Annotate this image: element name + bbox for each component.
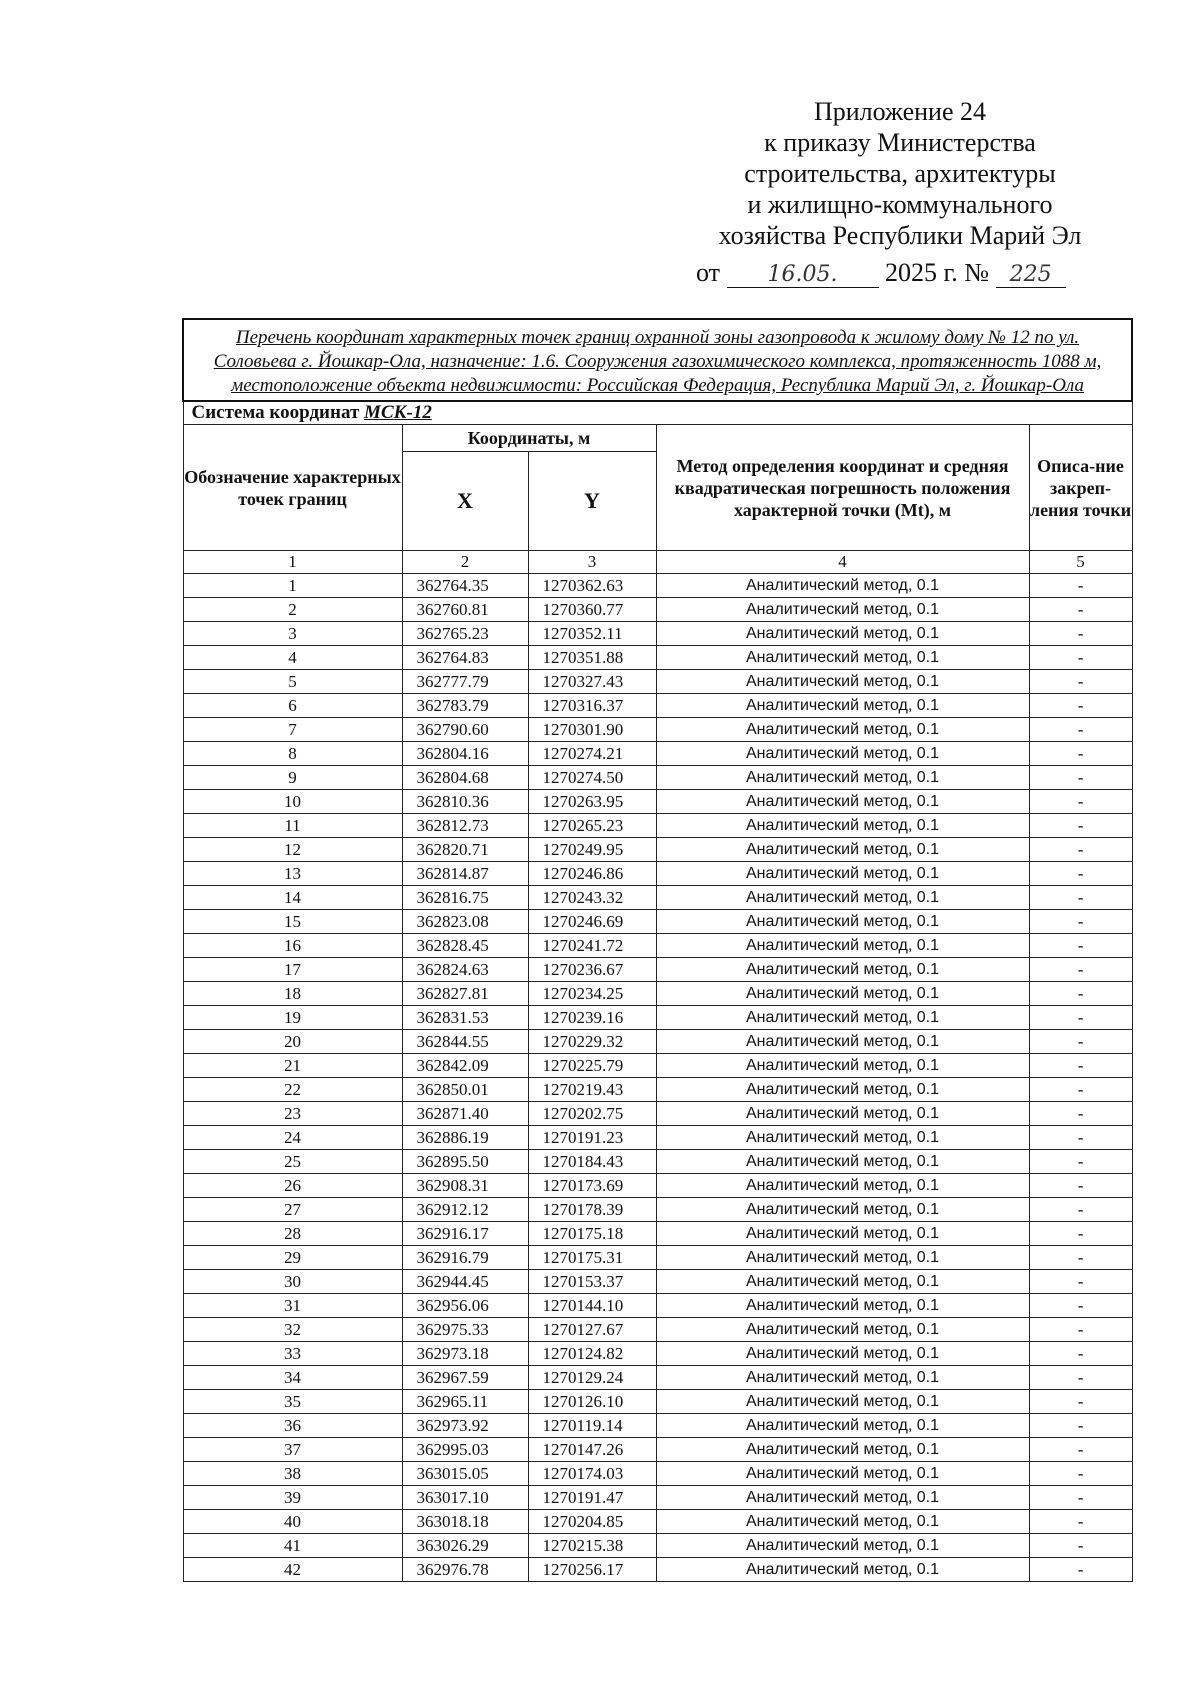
cell-x: 362764.35 xyxy=(402,574,528,598)
cell-x: 363017.10 xyxy=(402,1486,528,1510)
cell-y: 1270246.86 xyxy=(528,862,656,886)
cell-description: - xyxy=(1029,1366,1132,1390)
cell-x: 362886.19 xyxy=(402,1126,528,1150)
cell-method: Аналитический метод, 0.1 xyxy=(656,1102,1029,1126)
cell-point-number: 21 xyxy=(183,1054,402,1078)
cell-x: 362814.87 xyxy=(402,862,528,886)
table-row xyxy=(183,1006,1132,1030)
cell-method: Аналитический метод, 0.1 xyxy=(656,1294,1029,1318)
cell-point-number: 7 xyxy=(183,718,402,742)
table-row xyxy=(183,1462,1132,1486)
cell-method: Аналитический метод, 0.1 xyxy=(656,574,1029,598)
cell-point-number: 26 xyxy=(183,1174,402,1198)
cell-y: 1270351.88 xyxy=(528,646,656,670)
cell-x: 362956.06 xyxy=(402,1294,528,1318)
table-row xyxy=(183,1246,1132,1270)
cell-method: Аналитический метод, 0.1 xyxy=(656,838,1029,862)
cell-point-number: 17 xyxy=(183,958,402,982)
cell-method: Аналитический метод, 0.1 xyxy=(656,1078,1029,1102)
cell-method: Аналитический метод, 0.1 xyxy=(656,1222,1029,1246)
cell-x: 362973.18 xyxy=(402,1342,528,1366)
column-number: 4 xyxy=(656,551,1029,574)
cell-x: 362916.17 xyxy=(402,1222,528,1246)
cell-point-number: 23 xyxy=(183,1102,402,1126)
cell-point-number: 40 xyxy=(183,1510,402,1534)
table-row xyxy=(183,862,1132,886)
appendix-header xyxy=(700,96,1100,251)
cell-x: 362975.33 xyxy=(402,1318,528,1342)
cell-point-number: 38 xyxy=(183,1462,402,1486)
cell-method: Аналитический метод, 0.1 xyxy=(656,910,1029,934)
cell-y: 1270119.14 xyxy=(528,1414,656,1438)
table-row xyxy=(183,982,1132,1006)
cell-method: Аналитический метод, 0.1 xyxy=(656,670,1029,694)
cell-y: 1270215.38 xyxy=(528,1534,656,1558)
cell-x: 362765.23 xyxy=(402,622,528,646)
cell-y: 1270204.85 xyxy=(528,1510,656,1534)
system-label: Система координат xyxy=(191,402,360,423)
cell-method: Аналитический метод, 0.1 xyxy=(656,1198,1029,1222)
date-prefix: от xyxy=(696,258,721,287)
table-row xyxy=(183,790,1132,814)
cell-description: - xyxy=(1029,862,1132,886)
cell-y: 1270225.79 xyxy=(528,1054,656,1078)
cell-method: Аналитический метод, 0.1 xyxy=(656,1366,1029,1390)
cell-point-number: 24 xyxy=(183,1126,402,1150)
column-number: 5 xyxy=(1029,551,1132,574)
cell-x: 362828.45 xyxy=(402,934,528,958)
cell-description: - xyxy=(1029,694,1132,718)
cell-description: - xyxy=(1029,934,1132,958)
cell-x: 362965.11 xyxy=(402,1390,528,1414)
cell-y: 1270175.18 xyxy=(528,1222,656,1246)
cell-description: - xyxy=(1029,1102,1132,1126)
cell-x: 362850.01 xyxy=(402,1078,528,1102)
cell-y: 1270256.17 xyxy=(528,1558,656,1582)
table-row xyxy=(183,1270,1132,1294)
cell-method: Аналитический метод, 0.1 xyxy=(656,934,1029,958)
table-row xyxy=(183,1102,1132,1126)
table-row xyxy=(183,1318,1132,1342)
cell-point-number: 42 xyxy=(183,1558,402,1582)
cell-point-number: 36 xyxy=(183,1414,402,1438)
cell-y: 1270229.32 xyxy=(528,1030,656,1054)
table-row xyxy=(183,742,1132,766)
cell-point-number: 25 xyxy=(183,1150,402,1174)
cell-method: Аналитический метод, 0.1 xyxy=(656,1030,1029,1054)
col-header-x: X xyxy=(402,452,528,551)
cell-description: - xyxy=(1029,1006,1132,1030)
table-row xyxy=(183,1366,1132,1390)
table-row xyxy=(183,694,1132,718)
system-value: МСК-12 xyxy=(364,402,432,423)
cell-description: - xyxy=(1029,1414,1132,1438)
cell-description: - xyxy=(1029,1270,1132,1294)
cell-y: 1270144.10 xyxy=(528,1294,656,1318)
cell-method: Аналитический метод, 0.1 xyxy=(656,1126,1029,1150)
cell-description: - xyxy=(1029,838,1132,862)
cell-method: Аналитический метод, 0.1 xyxy=(656,1246,1029,1270)
cell-method: Аналитический метод, 0.1 xyxy=(656,982,1029,1006)
cell-description: - xyxy=(1029,718,1132,742)
cell-description: - xyxy=(1029,646,1132,670)
cell-point-number: 29 xyxy=(183,1246,402,1270)
cell-description: - xyxy=(1029,1126,1132,1150)
cell-method: Аналитический метод, 0.1 xyxy=(656,598,1029,622)
cell-point-number: 10 xyxy=(183,790,402,814)
cell-y: 1270360.77 xyxy=(528,598,656,622)
cell-x: 363018.18 xyxy=(402,1510,528,1534)
column-numbers-row xyxy=(183,551,1132,574)
cell-y: 1270352.11 xyxy=(528,622,656,646)
cell-point-number: 33 xyxy=(183,1342,402,1366)
cell-y: 1270178.39 xyxy=(528,1198,656,1222)
table-row xyxy=(183,1390,1132,1414)
cell-x: 362831.53 xyxy=(402,1006,528,1030)
cell-description: - xyxy=(1029,1294,1132,1318)
header-line: к приказу Министерства xyxy=(764,128,1036,157)
cell-point-number: 41 xyxy=(183,1534,402,1558)
cell-x: 362967.59 xyxy=(402,1366,528,1390)
cell-x: 362804.16 xyxy=(402,742,528,766)
cell-y: 1270265.23 xyxy=(528,814,656,838)
cell-x: 362783.79 xyxy=(402,694,528,718)
cell-description: - xyxy=(1029,1318,1132,1342)
cell-description: - xyxy=(1029,1222,1132,1246)
col-header-y: Y xyxy=(528,452,656,551)
table-row xyxy=(183,934,1132,958)
cell-description: - xyxy=(1029,742,1132,766)
table-row xyxy=(183,1294,1132,1318)
cell-method: Аналитический метод, 0.1 xyxy=(656,622,1029,646)
cell-x: 362804.68 xyxy=(402,766,528,790)
column-number: 3 xyxy=(528,551,656,574)
table-row xyxy=(183,766,1132,790)
cell-point-number: 11 xyxy=(183,814,402,838)
cell-point-number: 20 xyxy=(183,1030,402,1054)
cell-description: - xyxy=(1029,1342,1132,1366)
cell-x: 362820.71 xyxy=(402,838,528,862)
cell-point-number: 28 xyxy=(183,1222,402,1246)
cell-method: Аналитический метод, 0.1 xyxy=(656,1414,1029,1438)
order-number-handwritten: 225 xyxy=(996,262,1066,288)
table-row xyxy=(183,1222,1132,1246)
cell-method: Аналитический метод, 0.1 xyxy=(656,958,1029,982)
table-row xyxy=(183,1438,1132,1462)
cell-point-number: 27 xyxy=(183,1198,402,1222)
cell-x: 362871.40 xyxy=(402,1102,528,1126)
coordinates-table xyxy=(182,318,1133,1582)
cell-x: 362777.79 xyxy=(402,670,528,694)
table-row xyxy=(183,574,1132,598)
table-row xyxy=(183,1486,1132,1510)
cell-description: - xyxy=(1029,766,1132,790)
cell-method: Аналитический метод, 0.1 xyxy=(656,1318,1029,1342)
header-line: и жилищно-коммунального xyxy=(747,190,1053,219)
cell-description: - xyxy=(1029,1174,1132,1198)
table-row xyxy=(183,958,1132,982)
cell-point-number: 13 xyxy=(183,862,402,886)
table-row xyxy=(183,1510,1132,1534)
cell-x: 362912.12 xyxy=(402,1198,528,1222)
table-title: Перечень координат характерных точек границ охранной зоны газопровода к жилому дому № 12 по ул. Соловьева г. Йошкар-Ола, назначение: 1.6. Сооружения газохимического комплекса, протяженность 1088 м, местоположение объекта недвижимости: Российская Федерация, Республика Марий Эл, г. Йошкар-Ола xyxy=(183,319,1132,401)
cell-y: 1270124.82 xyxy=(528,1342,656,1366)
col-header-designation: Обозначение характерных точек границ xyxy=(183,425,402,551)
coordinate-system-row xyxy=(183,401,1132,425)
cell-y: 1270301.90 xyxy=(528,718,656,742)
cell-method: Аналитический метод, 0.1 xyxy=(656,718,1029,742)
cell-x: 362810.36 xyxy=(402,790,528,814)
cell-y: 1270175.31 xyxy=(528,1246,656,1270)
cell-point-number: 6 xyxy=(183,694,402,718)
table-row xyxy=(183,1150,1132,1174)
cell-y: 1270236.67 xyxy=(528,958,656,982)
table-row xyxy=(183,838,1132,862)
cell-x: 362895.50 xyxy=(402,1150,528,1174)
cell-method: Аналитический метод, 0.1 xyxy=(656,1390,1029,1414)
cell-x: 362844.55 xyxy=(402,1030,528,1054)
cell-y: 1270202.75 xyxy=(528,1102,656,1126)
cell-point-number: 30 xyxy=(183,1270,402,1294)
table-row xyxy=(183,1414,1132,1438)
table-row xyxy=(183,1342,1132,1366)
cell-point-number: 9 xyxy=(183,766,402,790)
cell-x: 362908.31 xyxy=(402,1174,528,1198)
cell-description: - xyxy=(1029,814,1132,838)
table-row xyxy=(183,598,1132,622)
cell-y: 1270327.43 xyxy=(528,670,656,694)
table-row xyxy=(183,670,1132,694)
cell-point-number: 35 xyxy=(183,1390,402,1414)
cell-y: 1270274.50 xyxy=(528,766,656,790)
table-row xyxy=(183,1174,1132,1198)
cell-y: 1270126.10 xyxy=(528,1390,656,1414)
table-row xyxy=(183,718,1132,742)
cell-method: Аналитический метод, 0.1 xyxy=(656,742,1029,766)
cell-x: 362816.75 xyxy=(402,886,528,910)
cell-method: Аналитический метод, 0.1 xyxy=(656,1054,1029,1078)
table-row xyxy=(183,1198,1132,1222)
cell-point-number: 1 xyxy=(183,574,402,598)
date-handwritten: 16.05. xyxy=(727,262,879,288)
header-line: хозяйства Республики Марий Эл xyxy=(718,221,1082,250)
col-header-coordinates: Координаты, м xyxy=(402,425,656,452)
cell-method: Аналитический метод, 0.1 xyxy=(656,1486,1029,1510)
cell-description: - xyxy=(1029,1558,1132,1582)
cell-method: Аналитический метод, 0.1 xyxy=(656,694,1029,718)
cell-method: Аналитический метод, 0.1 xyxy=(656,790,1029,814)
cell-method: Аналитический метод, 0.1 xyxy=(656,862,1029,886)
cell-y: 1270274.21 xyxy=(528,742,656,766)
cell-method: Аналитический метод, 0.1 xyxy=(656,646,1029,670)
cell-method: Аналитический метод, 0.1 xyxy=(656,1534,1029,1558)
cell-x: 362916.79 xyxy=(402,1246,528,1270)
cell-point-number: 5 xyxy=(183,670,402,694)
cell-y: 1270153.37 xyxy=(528,1270,656,1294)
cell-description: - xyxy=(1029,1198,1132,1222)
cell-method: Аналитический метод, 0.1 xyxy=(656,1462,1029,1486)
cell-description: - xyxy=(1029,622,1132,646)
cell-method: Аналитический метод, 0.1 xyxy=(656,886,1029,910)
cell-point-number: 31 xyxy=(183,1294,402,1318)
table-row xyxy=(183,1078,1132,1102)
cell-y: 1270191.47 xyxy=(528,1486,656,1510)
cell-y: 1270316.37 xyxy=(528,694,656,718)
header-line: строительства, архитектуры xyxy=(744,159,1056,188)
table-row xyxy=(183,1126,1132,1150)
cell-description: - xyxy=(1029,958,1132,982)
cell-description: - xyxy=(1029,886,1132,910)
cell-y: 1270173.69 xyxy=(528,1174,656,1198)
cell-point-number: 14 xyxy=(183,886,402,910)
cell-description: - xyxy=(1029,982,1132,1006)
cell-point-number: 3 xyxy=(183,622,402,646)
cell-description: - xyxy=(1029,574,1132,598)
order-date-line xyxy=(696,258,1066,288)
cell-y: 1270129.24 xyxy=(528,1366,656,1390)
cell-y: 1270147.26 xyxy=(528,1438,656,1462)
cell-point-number: 15 xyxy=(183,910,402,934)
year-text: 2025 г. № xyxy=(885,258,990,287)
cell-x: 363015.05 xyxy=(402,1462,528,1486)
cell-y: 1270362.63 xyxy=(528,574,656,598)
cell-x: 362973.92 xyxy=(402,1414,528,1438)
cell-point-number: 37 xyxy=(183,1438,402,1462)
header-line: Приложение 24 xyxy=(813,97,987,126)
cell-x: 362976.78 xyxy=(402,1558,528,1582)
cell-point-number: 2 xyxy=(183,598,402,622)
cell-method: Аналитический метод, 0.1 xyxy=(656,814,1029,838)
cell-point-number: 12 xyxy=(183,838,402,862)
cell-description: - xyxy=(1029,598,1132,622)
cell-x: 362823.08 xyxy=(402,910,528,934)
cell-description: - xyxy=(1029,790,1132,814)
cell-description: - xyxy=(1029,1486,1132,1510)
cell-description: - xyxy=(1029,1438,1132,1462)
cell-point-number: 8 xyxy=(183,742,402,766)
cell-point-number: 16 xyxy=(183,934,402,958)
cell-x: 362790.60 xyxy=(402,718,528,742)
cell-method: Аналитический метод, 0.1 xyxy=(656,1510,1029,1534)
cell-x: 362764.83 xyxy=(402,646,528,670)
table-row xyxy=(183,622,1132,646)
cell-y: 1270127.67 xyxy=(528,1318,656,1342)
cell-description: - xyxy=(1029,1462,1132,1486)
cell-y: 1270263.95 xyxy=(528,790,656,814)
table-row xyxy=(183,910,1132,934)
cell-description: - xyxy=(1029,1030,1132,1054)
cell-description: - xyxy=(1029,670,1132,694)
cell-method: Аналитический метод, 0.1 xyxy=(656,1342,1029,1366)
table-row xyxy=(183,1534,1132,1558)
cell-description: - xyxy=(1029,1510,1132,1534)
cell-description: - xyxy=(1029,1534,1132,1558)
table-row xyxy=(183,886,1132,910)
cell-method: Аналитический метод, 0.1 xyxy=(656,1270,1029,1294)
col-header-description: Описа-ние закреп-ления точки xyxy=(1029,425,1132,551)
cell-x: 362812.73 xyxy=(402,814,528,838)
cell-description: - xyxy=(1029,1246,1132,1270)
cell-point-number: 39 xyxy=(183,1486,402,1510)
table-row xyxy=(183,1030,1132,1054)
column-number: 1 xyxy=(183,551,402,574)
cell-description: - xyxy=(1029,1150,1132,1174)
cell-description: - xyxy=(1029,1390,1132,1414)
table-row xyxy=(183,1054,1132,1078)
cell-method: Аналитический метод, 0.1 xyxy=(656,766,1029,790)
cell-description: - xyxy=(1029,1054,1132,1078)
cell-x: 362760.81 xyxy=(402,598,528,622)
col-header-method: Метод определения координат и средняя квадратическая погрешность положения характерной точки (Mt), м xyxy=(656,425,1029,551)
cell-y: 1270219.43 xyxy=(528,1078,656,1102)
cell-description: - xyxy=(1029,910,1132,934)
cell-y: 1270174.03 xyxy=(528,1462,656,1486)
cell-x: 362827.81 xyxy=(402,982,528,1006)
cell-y: 1270234.25 xyxy=(528,982,656,1006)
column-number: 2 xyxy=(402,551,528,574)
cell-method: Аналитический метод, 0.1 xyxy=(656,1150,1029,1174)
cell-description: - xyxy=(1029,1078,1132,1102)
table-row xyxy=(183,1558,1132,1582)
cell-y: 1270246.69 xyxy=(528,910,656,934)
cell-point-number: 4 xyxy=(183,646,402,670)
cell-point-number: 18 xyxy=(183,982,402,1006)
cell-y: 1270184.43 xyxy=(528,1150,656,1174)
cell-y: 1270243.32 xyxy=(528,886,656,910)
cell-x: 362824.63 xyxy=(402,958,528,982)
cell-point-number: 34 xyxy=(183,1366,402,1390)
cell-point-number: 32 xyxy=(183,1318,402,1342)
cell-x: 362842.09 xyxy=(402,1054,528,1078)
cell-x: 362995.03 xyxy=(402,1438,528,1462)
table-row xyxy=(183,814,1132,838)
cell-method: Аналитический метод, 0.1 xyxy=(656,1006,1029,1030)
cell-y: 1270241.72 xyxy=(528,934,656,958)
cell-point-number: 22 xyxy=(183,1078,402,1102)
cell-method: Аналитический метод, 0.1 xyxy=(656,1558,1029,1582)
cell-method: Аналитический метод, 0.1 xyxy=(656,1174,1029,1198)
cell-method: Аналитический метод, 0.1 xyxy=(656,1438,1029,1462)
cell-point-number: 19 xyxy=(183,1006,402,1030)
table-row xyxy=(183,646,1132,670)
cell-x: 363026.29 xyxy=(402,1534,528,1558)
cell-y: 1270249.95 xyxy=(528,838,656,862)
cell-y: 1270191.23 xyxy=(528,1126,656,1150)
cell-x: 362944.45 xyxy=(402,1270,528,1294)
cell-y: 1270239.16 xyxy=(528,1006,656,1030)
